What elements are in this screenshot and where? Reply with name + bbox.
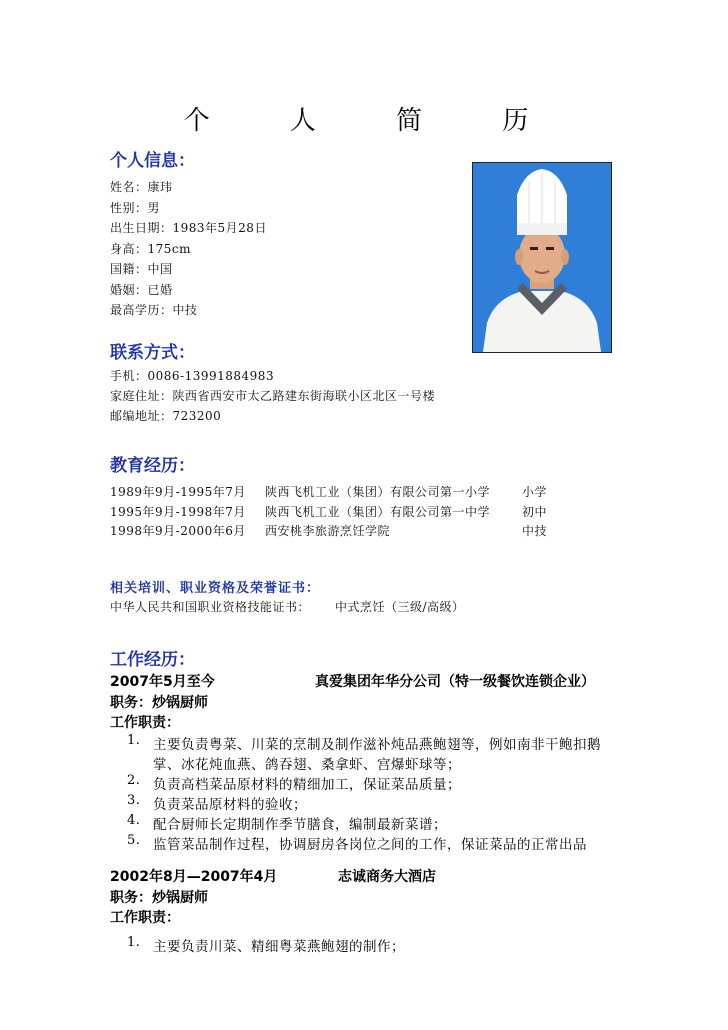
job-2-duty-1: 主要负责川菜、精细粤菜燕鲍翅的制作；: [153, 939, 405, 955]
work-heading: 工作经历：: [110, 650, 195, 670]
edu-school-2: 陕西飞机工业（集团）有限公司第一中学: [265, 505, 491, 519]
edu-period-3: 1998年9月-2000年6月: [110, 524, 246, 538]
job-1-duty-4-num: 4.: [127, 813, 141, 828]
personal-education-level: 最高学历：中技: [110, 303, 198, 317]
job-2-period: 2002年8月—2007年4月: [110, 869, 278, 885]
job-1-duty-3-num: 3.: [127, 793, 141, 808]
cert-label: 中华人民共和国职业资格技能证书：: [110, 600, 311, 614]
edu-school-3: 西安桃李旅游烹饪学院: [265, 524, 391, 538]
edu-level-3: 中技: [522, 524, 548, 538]
profile-photo: [472, 162, 612, 353]
job-1-duty-3: 负责菜品原材料的验收；: [153, 797, 307, 813]
personal-marital: 婚姻：已婚: [110, 283, 173, 297]
job-1-duty-2-num: 2.: [127, 773, 141, 788]
job-1-duty-1: 主要负责粤菜、川菜的烹制及制作滋补炖品燕鲍翅等，例如南非干鲍扣鹅: [153, 737, 601, 753]
personal-birthdate: 出生日期：1983年5月28日: [110, 221, 267, 235]
job-2-duty-1-num: 1.: [127, 935, 141, 950]
personal-name: 姓名：康玮: [110, 180, 173, 194]
contact-address: 家庭住址：陕西省西安市太乙路建东街海联小区北区一号楼: [110, 389, 436, 403]
job-1-duties-label: 工作职责：: [110, 715, 180, 731]
cert-value: 中式烹饪（三级/高级）: [335, 600, 465, 614]
job-1-duty-5-num: 5.: [127, 833, 141, 848]
page-title: 个 人 简 历: [183, 106, 565, 136]
job-2-company: 志诚商务大酒店: [338, 869, 436, 885]
personal-gender: 性别：男: [110, 201, 161, 215]
edu-period-1: 1989年9月-1995年7月: [110, 485, 246, 499]
job-1-duty-1-cont: 掌、冰花炖血燕、鸽吞翅、桑拿虾、宫爆虾球等；: [153, 757, 461, 773]
job-1-period: 2007年5月至今: [110, 674, 215, 690]
job-1-duty-1-num: 1.: [127, 733, 141, 748]
job-1-position: 职务：炒锅厨师: [110, 695, 208, 711]
job-1-company: 真爱集团年华分公司（特一级餐饮连锁企业）: [315, 674, 595, 690]
edu-period-2: 1995年9月-1998年7月: [110, 505, 246, 519]
job-1-duty-4: 配合厨师长定期制作季节膳食，编制最新菜谱；: [153, 817, 447, 833]
personal-info-heading: 个人信息：: [110, 151, 195, 171]
job-1-duty-5: 监管菜品制作过程，协调厨房各岗位之间的工作，保证菜品的正常出品: [153, 837, 587, 853]
edu-school-1: 陕西飞机工业（集团）有限公司第一小学: [265, 485, 491, 499]
job-1-duty-2: 负责高档菜品原材料的精细加工，保证菜品质量；: [153, 777, 461, 793]
edu-level-1: 小学: [522, 485, 548, 499]
contact-phone: 手机：0086-13991884983: [110, 369, 275, 383]
personal-nationality: 国籍：中国: [110, 262, 173, 276]
education-heading: 教育经历：: [110, 456, 195, 476]
contact-heading: 联系方式：: [110, 343, 195, 363]
personal-height: 身高：175cm: [110, 242, 192, 256]
edu-level-2: 初中: [522, 505, 548, 519]
job-2-duties-label: 工作职责：: [110, 910, 180, 926]
job-2-position: 职务：炒锅厨师: [110, 890, 208, 906]
contact-postcode: 邮编地址：723200: [110, 409, 222, 423]
training-heading: 相关培训、职业资格及荣誉证书：: [110, 581, 321, 596]
